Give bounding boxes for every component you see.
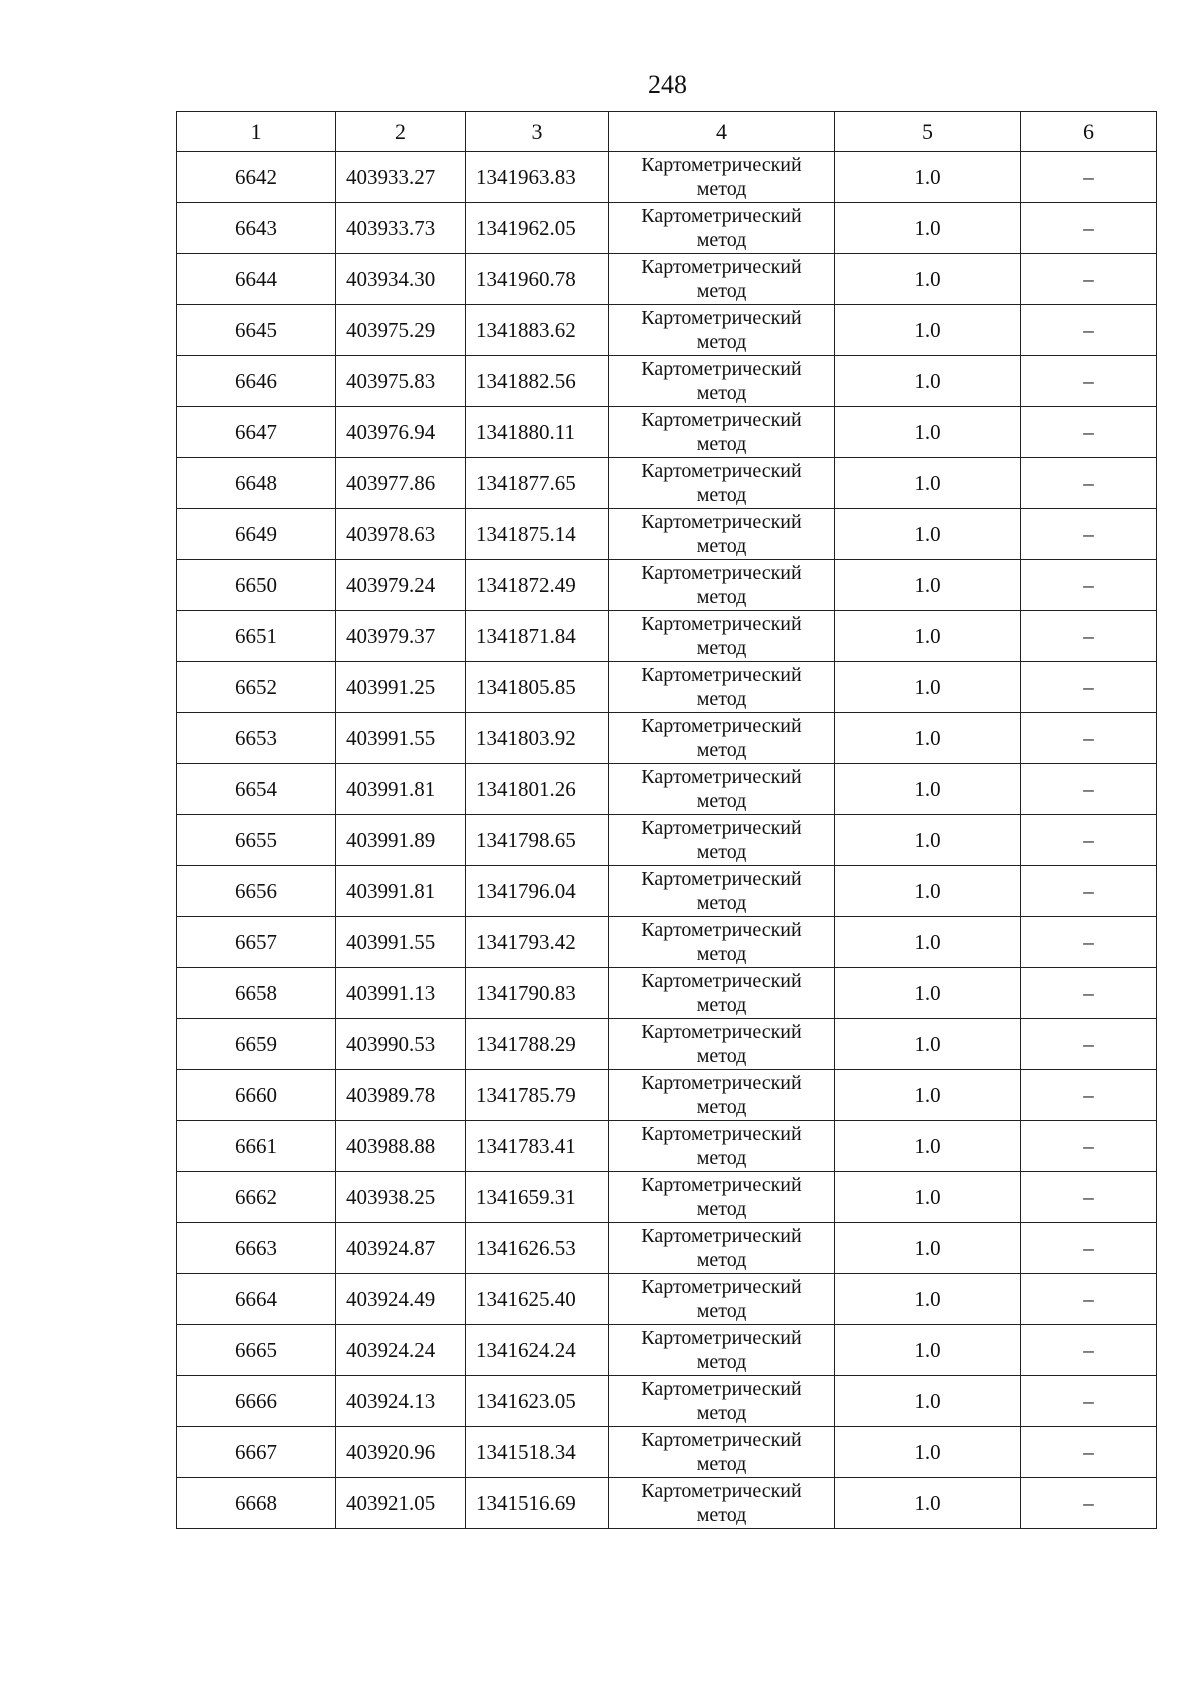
note-cell: – [1021,968,1157,1019]
note-cell: – [1021,1427,1157,1478]
method-cell [609,1121,835,1172]
note-cell: – [1021,815,1157,866]
method-line-1: Картометрический [641,613,802,635]
table-row [177,509,1157,560]
table-row [177,458,1157,509]
header-cell: 2 [336,112,466,152]
y-coordinate-cell: 1341871.84 [466,611,609,662]
point-number-cell: 6663 [177,1223,336,1274]
accuracy-cell: 1.0 [835,203,1021,254]
method-cell [609,1274,835,1325]
point-number-cell: 6646 [177,356,336,407]
table-row [177,1427,1157,1478]
table-row [177,356,1157,407]
accuracy-cell: 1.0 [835,662,1021,713]
method-line-1: Картометрический [641,307,802,329]
method-line-2: метод [696,433,747,455]
header-cell: 3 [466,112,609,152]
x-coordinate-cell: 403938.25 [336,1172,466,1223]
table-row [177,764,1157,815]
point-number-cell: 6650 [177,560,336,611]
note-cell: – [1021,458,1157,509]
x-coordinate-cell: 403924.49 [336,1274,466,1325]
x-coordinate-cell: 403976.94 [336,407,466,458]
table-row [177,1019,1157,1070]
method-line-1: Картометрический [641,205,802,227]
accuracy-cell: 1.0 [835,1223,1021,1274]
accuracy-cell: 1.0 [835,764,1021,815]
note-cell: – [1021,1172,1157,1223]
y-coordinate-cell: 1341793.42 [466,917,609,968]
method-cell [609,356,835,407]
method-cell [609,458,835,509]
point-number-cell: 6643 [177,203,336,254]
point-number-cell: 6667 [177,1427,336,1478]
method-cell [609,1376,835,1427]
method-line-1: Картометрический [641,1429,802,1451]
method-line-1: Картометрический [641,817,802,839]
x-coordinate-cell: 403924.24 [336,1325,466,1376]
point-number-cell: 6668 [177,1478,336,1529]
method-line-1: Картометрический [641,1480,802,1502]
point-number-cell: 6652 [177,662,336,713]
method-line-1: Картометрический [641,868,802,890]
method-line-2: метод [696,1453,747,1475]
method-line-2: метод [696,331,747,353]
method-line-2: метод [696,280,747,302]
accuracy-cell: 1.0 [835,866,1021,917]
note-cell: – [1021,560,1157,611]
note-cell: – [1021,917,1157,968]
header-cell: 1 [177,112,336,152]
accuracy-cell: 1.0 [835,1019,1021,1070]
method-line-1: Картометрический [641,1378,802,1400]
table-row [177,662,1157,713]
method-line-1: Картометрический [641,1072,802,1094]
note-cell: – [1021,764,1157,815]
note-cell: – [1021,509,1157,560]
y-coordinate-cell: 1341960.78 [466,254,609,305]
x-coordinate-cell: 403933.27 [336,152,466,203]
point-number-cell: 6661 [177,1121,336,1172]
x-coordinate-cell: 403990.53 [336,1019,466,1070]
point-number-cell: 6665 [177,1325,336,1376]
method-cell [609,509,835,560]
method-cell [609,305,835,356]
point-number-cell: 6658 [177,968,336,1019]
y-coordinate-cell: 1341785.79 [466,1070,609,1121]
accuracy-cell: 1.0 [835,407,1021,458]
x-coordinate-cell: 403989.78 [336,1070,466,1121]
y-coordinate-cell: 1341803.92 [466,713,609,764]
point-number-cell: 6666 [177,1376,336,1427]
method-line-2: метод [696,1300,747,1322]
method-cell [609,560,835,611]
y-coordinate-cell: 1341783.41 [466,1121,609,1172]
method-line-1: Картометрический [641,919,802,941]
x-coordinate-cell: 403991.55 [336,917,466,968]
method-cell [609,1478,835,1529]
method-line-2: метод [696,1198,747,1220]
table-row [177,1121,1157,1172]
accuracy-cell: 1.0 [835,1121,1021,1172]
y-coordinate-cell: 1341963.83 [466,152,609,203]
method-cell [609,407,835,458]
method-line-2: метод [696,994,747,1016]
method-cell [609,713,835,764]
method-line-1: Картометрический [641,460,802,482]
method-cell [609,815,835,866]
point-number-cell: 6659 [177,1019,336,1070]
x-coordinate-cell: 403991.55 [336,713,466,764]
accuracy-cell: 1.0 [835,968,1021,1019]
method-line-2: метод [696,535,747,557]
accuracy-cell: 1.0 [835,305,1021,356]
x-coordinate-cell: 403933.73 [336,203,466,254]
accuracy-cell: 1.0 [835,509,1021,560]
method-line-1: Картометрический [641,562,802,584]
note-cell: – [1021,866,1157,917]
x-coordinate-cell: 403991.89 [336,815,466,866]
accuracy-cell: 1.0 [835,917,1021,968]
point-number-cell: 6642 [177,152,336,203]
x-coordinate-cell: 403924.87 [336,1223,466,1274]
point-number-cell: 6657 [177,917,336,968]
method-line-1: Картометрический [641,358,802,380]
y-coordinate-cell: 1341880.11 [466,407,609,458]
table-row [177,152,1157,203]
x-coordinate-cell: 403991.13 [336,968,466,1019]
x-coordinate-cell: 403979.37 [336,611,466,662]
y-coordinate-cell: 1341801.26 [466,764,609,815]
accuracy-cell: 1.0 [835,1172,1021,1223]
method-line-2: метод [696,739,747,761]
note-cell: – [1021,713,1157,764]
method-line-1: Картометрический [641,1276,802,1298]
header-row [177,112,1157,152]
method-line-2: метод [696,1147,747,1169]
x-coordinate-cell: 403975.29 [336,305,466,356]
y-coordinate-cell: 1341882.56 [466,356,609,407]
y-coordinate-cell: 1341875.14 [466,509,609,560]
method-line-2: метод [696,1504,747,1526]
y-coordinate-cell: 1341625.40 [466,1274,609,1325]
table-row [177,866,1157,917]
table-row [177,305,1157,356]
x-coordinate-cell: 403991.25 [336,662,466,713]
accuracy-cell: 1.0 [835,560,1021,611]
point-number-cell: 6662 [177,1172,336,1223]
method-cell [609,203,835,254]
table-row [177,560,1157,611]
table-row [177,713,1157,764]
method-line-1: Картометрический [641,970,802,992]
y-coordinate-cell: 1341877.65 [466,458,609,509]
note-cell: – [1021,203,1157,254]
note-cell: – [1021,1376,1157,1427]
method-cell [609,968,835,1019]
accuracy-cell: 1.0 [835,713,1021,764]
coordinates-table [176,111,1157,1529]
note-cell: – [1021,305,1157,356]
table-row [177,1274,1157,1325]
method-cell [609,1070,835,1121]
header-cell: 6 [1021,112,1157,152]
method-cell [609,1325,835,1376]
point-number-cell: 6648 [177,458,336,509]
table-row [177,1172,1157,1223]
accuracy-cell: 1.0 [835,1427,1021,1478]
note-cell: – [1021,1070,1157,1121]
note-cell: – [1021,254,1157,305]
x-coordinate-cell: 403978.63 [336,509,466,560]
table-row [177,1070,1157,1121]
accuracy-cell: 1.0 [835,1376,1021,1427]
y-coordinate-cell: 1341962.05 [466,203,609,254]
x-coordinate-cell: 403924.13 [336,1376,466,1427]
method-line-2: метод [696,1249,747,1271]
y-coordinate-cell: 1341805.85 [466,662,609,713]
method-cell [609,866,835,917]
point-number-cell: 6664 [177,1274,336,1325]
method-cell [609,917,835,968]
method-line-2: метод [696,637,747,659]
point-number-cell: 6654 [177,764,336,815]
method-line-1: Картометрический [641,1021,802,1043]
y-coordinate-cell: 1341626.53 [466,1223,609,1274]
method-line-2: метод [696,1045,747,1067]
table-row [177,407,1157,458]
method-line-2: метод [696,178,747,200]
method-cell [609,662,835,713]
y-coordinate-cell: 1341659.31 [466,1172,609,1223]
y-coordinate-cell: 1341796.04 [466,866,609,917]
method-line-2: метод [696,586,747,608]
note-cell: – [1021,611,1157,662]
method-cell [609,1427,835,1478]
y-coordinate-cell: 1341798.65 [466,815,609,866]
method-cell [609,152,835,203]
accuracy-cell: 1.0 [835,458,1021,509]
method-line-2: метод [696,841,747,863]
method-line-1: Картометрический [641,766,802,788]
accuracy-cell: 1.0 [835,1478,1021,1529]
method-line-1: Картометрический [641,664,802,686]
method-cell [609,1172,835,1223]
point-number-cell: 6653 [177,713,336,764]
note-cell: – [1021,1223,1157,1274]
table-row [177,254,1157,305]
point-number-cell: 6656 [177,866,336,917]
accuracy-cell: 1.0 [835,152,1021,203]
table-row [177,968,1157,1019]
method-line-2: метод [696,229,747,251]
method-line-2: метод [696,484,747,506]
x-coordinate-cell: 403991.81 [336,764,466,815]
accuracy-cell: 1.0 [835,1070,1021,1121]
note-cell: – [1021,356,1157,407]
note-cell: – [1021,662,1157,713]
x-coordinate-cell: 403975.83 [336,356,466,407]
x-coordinate-cell: 403988.88 [336,1121,466,1172]
method-line-1: Картометрический [641,715,802,737]
method-line-1: Картометрический [641,409,802,431]
y-coordinate-cell: 1341516.69 [466,1478,609,1529]
method-line-2: метод [696,790,747,812]
method-line-2: метод [696,1096,747,1118]
table-row [177,611,1157,662]
note-cell: – [1021,1274,1157,1325]
table-row [177,1376,1157,1427]
accuracy-cell: 1.0 [835,815,1021,866]
table-row [177,1478,1157,1529]
method-cell [609,1223,835,1274]
x-coordinate-cell: 403921.05 [336,1478,466,1529]
accuracy-cell: 1.0 [835,356,1021,407]
accuracy-cell: 1.0 [835,611,1021,662]
point-number-cell: 6647 [177,407,336,458]
y-coordinate-cell: 1341872.49 [466,560,609,611]
method-cell [609,1019,835,1070]
method-line-2: метод [696,382,747,404]
table-row [177,1325,1157,1376]
x-coordinate-cell: 403920.96 [336,1427,466,1478]
method-line-1: Картометрический [641,1225,802,1247]
method-line-1: Картометрический [641,1327,802,1349]
method-cell [609,611,835,662]
header-cell: 5 [835,112,1021,152]
y-coordinate-cell: 1341788.29 [466,1019,609,1070]
y-coordinate-cell: 1341883.62 [466,305,609,356]
point-number-cell: 6644 [177,254,336,305]
x-coordinate-cell: 403991.81 [336,866,466,917]
note-cell: – [1021,1325,1157,1376]
y-coordinate-cell: 1341790.83 [466,968,609,1019]
accuracy-cell: 1.0 [835,1325,1021,1376]
note-cell: – [1021,407,1157,458]
method-line-2: метод [696,892,747,914]
header-cell: 4 [609,112,835,152]
method-line-1: Картометрический [641,1123,802,1145]
method-line-2: метод [696,1351,747,1373]
point-number-cell: 6651 [177,611,336,662]
table-body [177,112,1157,1529]
note-cell: – [1021,152,1157,203]
method-cell [609,254,835,305]
table-row [177,203,1157,254]
x-coordinate-cell: 403979.24 [336,560,466,611]
table-row [177,1223,1157,1274]
x-coordinate-cell: 403934.30 [336,254,466,305]
accuracy-cell: 1.0 [835,254,1021,305]
page-number: 248 [648,70,687,99]
method-line-2: метод [696,688,747,710]
point-number-cell: 6655 [177,815,336,866]
point-number-cell: 6645 [177,305,336,356]
method-line-1: Картометрический [641,1174,802,1196]
method-cell [609,764,835,815]
y-coordinate-cell: 1341518.34 [466,1427,609,1478]
method-line-1: Картометрический [641,511,802,533]
table-row [177,917,1157,968]
method-line-2: метод [696,943,747,965]
y-coordinate-cell: 1341624.24 [466,1325,609,1376]
note-cell: – [1021,1019,1157,1070]
point-number-cell: 6660 [177,1070,336,1121]
method-line-2: метод [696,1402,747,1424]
x-coordinate-cell: 403977.86 [336,458,466,509]
note-cell: – [1021,1121,1157,1172]
method-line-1: Картометрический [641,154,802,176]
table-row [177,815,1157,866]
accuracy-cell: 1.0 [835,1274,1021,1325]
point-number-cell: 6649 [177,509,336,560]
y-coordinate-cell: 1341623.05 [466,1376,609,1427]
method-line-1: Картометрический [641,256,802,278]
note-cell: – [1021,1478,1157,1529]
